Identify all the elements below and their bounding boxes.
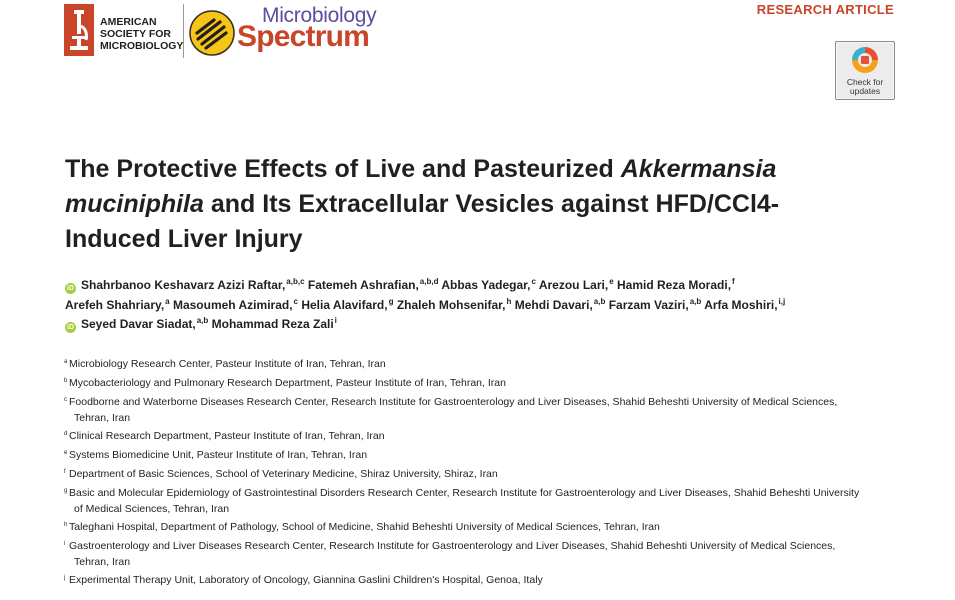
author-list: [65, 276, 905, 335]
author-name: Helia Alavifard,: [301, 297, 388, 312]
affiliation-text: Foodborne and Waterborne Diseases Research Center, Research Institute for Gastroenterology and Liver Diseases, Shahid Beheshti University of Medical Sciences,: [69, 396, 838, 408]
affiliation-text: Systems Biomedicine Unit, Pasteur Institute of Iran, Tehran, Iran: [69, 449, 368, 461]
journal-title-line2: Spectrum: [237, 20, 369, 53]
author-affiliation-marker: g: [388, 296, 394, 306]
author-affiliation-marker: e: [609, 277, 614, 286]
asm-microscope-logo: [64, 4, 94, 56]
author-affiliation-marker: a,b: [689, 296, 702, 306]
author-affiliation-marker: a,b,d: [419, 277, 439, 286]
affiliation-item: [64, 519, 904, 536]
article-title: [65, 152, 865, 257]
author-affiliation-marker: c: [531, 277, 536, 286]
microbiology-spectrum-logo-icon: [188, 9, 236, 57]
author-name: Arfa Moshiri,: [704, 297, 778, 312]
affiliation-label: j: [64, 575, 66, 581]
logo-divider: [183, 4, 184, 58]
author-name: Masoumeh Azimirad,: [172, 297, 293, 312]
author-name: Farzam Vaziri,: [608, 297, 689, 312]
author-name: Fatemeh Ashrafian,: [307, 278, 419, 292]
affiliation-text: Department of Basic Sciences, School of Veterinary Medicine, Shiraz University, Shiraz, Iran: [69, 468, 498, 480]
author-affiliation-marker: h: [506, 296, 512, 306]
journal-title-line1: Microbiology: [262, 4, 377, 27]
author-line-1: [65, 276, 905, 296]
affiliation-item: [64, 466, 904, 483]
author-name: Abbas Yadegar,: [441, 278, 531, 292]
author-affiliation-marker: a,b: [593, 296, 606, 306]
affiliation-item: [64, 447, 904, 464]
affiliation-list: [64, 356, 904, 591]
affiliation-text: Microbiology Research Center, Pasteur Institute of Iran, Tehran, Iran: [69, 358, 386, 370]
author-line-3: [65, 315, 905, 335]
author-name: Arefeh Shahriary,: [65, 297, 165, 312]
author-affiliation-marker: i,j: [778, 296, 786, 306]
author-line-2: [65, 296, 905, 316]
affiliation-text-continued: Tehran, Iran: [74, 412, 131, 424]
affiliation-text: Gastroenterology and Liver Diseases Research Center, Research Institute for Gastroenterology and Liver Diseases, Shahid Beheshti University of Medical Sciences,: [69, 540, 836, 552]
affiliation-text: Basic and Molecular Epidemiology of Gastrointestinal Disorders Research Center, Research Institute for Gastroenterology and Liver Diseases, Shahid Beheshti University: [69, 487, 860, 499]
title-species-name: Akkermansia muciniphila: [65, 155, 777, 218]
journal-header: [0, 0, 955, 96]
article-type-label: RESEARCH ARTICLE: [756, 2, 894, 17]
affiliation-label: d: [64, 431, 68, 437]
affiliation-item: [64, 485, 904, 517]
author-name: Zhaleh Mohsenifar,: [396, 297, 506, 312]
affiliation-text-continued: Tehran, Iran: [74, 556, 131, 568]
affiliation-item: [64, 538, 904, 570]
affiliation-label: h: [64, 522, 68, 528]
author-name: Arezou Lari,: [538, 278, 609, 292]
orcid-icon[interactable]: iD: [67, 285, 74, 292]
check-for-updates-label: Check for updates: [846, 77, 884, 96]
author-name: Hamid Reza Moradi,: [617, 278, 732, 292]
author-affiliation-marker: a,b,c: [286, 277, 305, 286]
affiliation-item: [64, 428, 904, 445]
check-for-updates-button[interactable]: [835, 41, 895, 100]
affiliation-label: b: [64, 378, 68, 384]
affiliation-text-continued: of Medical Sciences, Tehran, Iran: [74, 503, 230, 515]
title-part-1: The Protective Effects of Live and Pasteurized: [65, 155, 621, 183]
author-affiliation-marker: a: [165, 296, 170, 306]
affiliation-text: Mycobacteriology and Pulmonary Research Department, Pasteur Institute of Iran, Tehran, Iran: [69, 377, 506, 389]
asm-name: AMERICAN SOCIETY FOR MICROBIOLOGY: [100, 16, 184, 52]
affiliation-item: [64, 394, 904, 426]
affiliation-text: Taleghani Hospital, Department of Pathology, School of Medicine, Shahid Beheshti University of Medical Sciences, Tehran, Iran: [69, 521, 660, 533]
author-affiliation-marker: c: [293, 296, 298, 306]
author-affiliation-marker: a,b: [196, 316, 209, 325]
affiliation-label: a: [64, 359, 68, 365]
affiliation-text: Experimental Therapy Unit, Laboratory of Oncology, Giannina Gaslini Children's Hospital, Genoa, Italy: [69, 574, 543, 586]
author-name: Mohammad Reza Zali: [211, 317, 334, 331]
author-name: Shahrbanoo Keshavarz Azizi Raftar,: [81, 278, 286, 292]
affiliation-label: f: [64, 469, 66, 475]
affiliation-item: [64, 572, 904, 589]
orcid-icon[interactable]: iD: [67, 324, 74, 331]
affiliation-label: i: [64, 541, 66, 547]
author-affiliation-marker: f: [732, 277, 735, 286]
affiliation-item: [64, 375, 904, 392]
affiliation-text: Clinical Research Department, Pasteur Institute of Iran, Tehran, Iran: [69, 430, 385, 442]
title-part-3: and Its Extracellular Vesicles against HFD/CCl4-Induced Liver Injury: [65, 190, 780, 253]
affiliation-label: e: [64, 450, 68, 456]
author-name: Seyed Davar Siadat,: [81, 317, 196, 331]
affiliation-item: [64, 356, 904, 373]
crossmark-icon: [851, 46, 879, 76]
affiliation-label: c: [64, 397, 67, 403]
author-affiliation-marker: i: [334, 316, 337, 325]
affiliation-label: g: [64, 488, 68, 494]
author-name: Mehdi Davari,: [514, 297, 593, 312]
